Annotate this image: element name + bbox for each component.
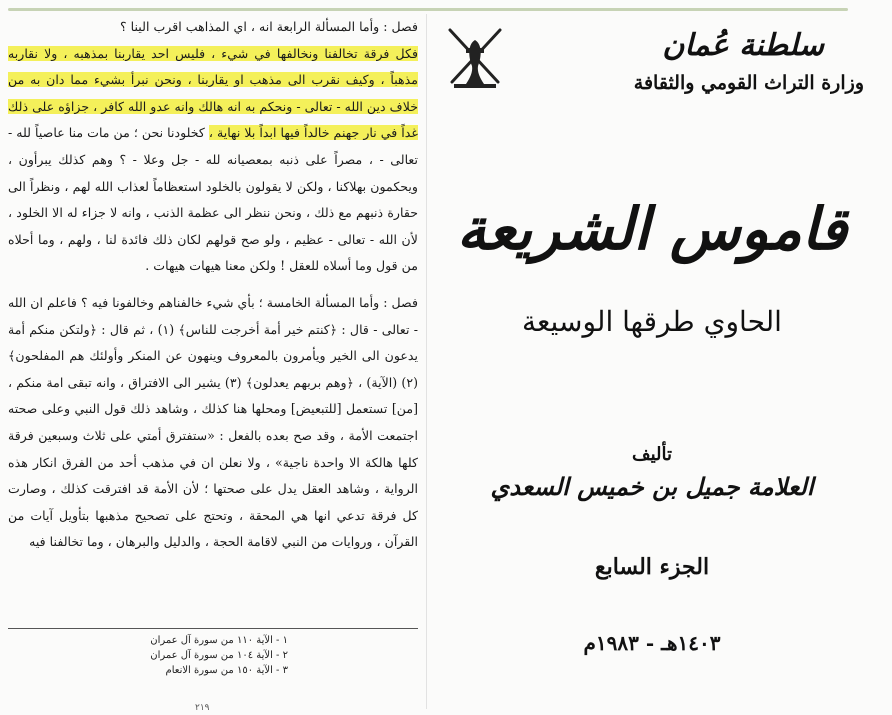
sultanate-name: سلطنة عُمان	[662, 28, 824, 63]
book-title: قاموس الشريعة	[456, 195, 848, 263]
page-fold	[426, 14, 427, 709]
highlighted-passage: فكل فرقة تخالفنا ونخالفها في شيء ، فليس احد يقاربنا بمذهبه ، ولا نقاربه مذهباً ، وكيف نقرب الى مذهب او يقاربنا ، ونحن نبرأ بشيء مما دان به من خلاف دين الله - تعالى - ونحكم به انه هالك وانه عدو الله كافر ، جزاؤه على ذلك غداً في نار جهنم خالداً فيها ابداً بلا نهاية ،	[8, 45, 418, 141]
footnotes	[8, 628, 418, 678]
author-label: تأليف	[631, 444, 673, 465]
paragraph-continuation: كخلودنا نحن ؛ من مات منا عاصياً لله - تعالى - ، مصراً على ذنبه بمعصيانه لله - جل وعلا - ؟ وهم كذلك يبرأون ، ويحكمون بهلاكنا ، ولكن لا يقولون بالخلود استعظاماً لعذاب الله لهم ، ونظراً الى حقارة ذنبهم مع ذلك ، ونحن ننظر الى عظمة الذنب ، وانه لا جزاء له الا الخلود ، لأن الله - تعالى - عظيم ، ولو صح قولهم لكان ذلك فائدة لنا ، ولهم ، وما أحلاه من قول وما أسلاه للعقل ! ولكن معنا هيهات هيهات .	[8, 125, 418, 274]
paragraph-4th-question-heading: فصل : وأما المسألة الرابعة انه ، اي المذاهب اقرب الينا ؟	[119, 19, 418, 34]
footnote-1: ١ - الآية ١١٠ من سورة آل عمران	[150, 635, 288, 646]
volume-label: الجزء السابع	[594, 554, 710, 580]
page-number: ٢١٩	[195, 703, 210, 713]
footnote-3: ٣ - الآية ١٥٠ من سورة الانعام	[165, 665, 288, 676]
ministry-name: وزارة التراث القومي والثقافة	[633, 72, 864, 94]
title-page	[432, 14, 872, 714]
paragraph-5th-question: فصل : وأما المسألة الخامسة ؛ بأي شيء خالفناهم وخالفونا فيه ؟ فاعلم ان الله - تعالى - قال : ﴿كنتم خير أمة أخرجت للناس﴾ (١) ، ثم قال : ﴿ولتكن منكم أمة يدعون الى الخير ويأمرون بالمعروف وينهون عن المنكر وأولئك هم المفلحون﴾ (٢) (الآية) ، ﴿وهم بربهم يعدلون﴾ (٣) يشير الى الافتراق ، وانه تبقى امة منكم ، [من] تستعمل [للتبعيض] ومحلها هنا كذلك ، وشاهد ذلك قول النبي وعلى صحته اجتمعت الأمة ، وقد صح بعده بالفعل : «ستفترق أمتي على ثلاث وسبعين فرقة كلها هالكة الا واحدة ناجية» ، ولا نعلن ان في مذهب أحد من الفرق انكار هذه الرواية ، وشاهد العقل يدل على صحتها ؛ لأن الأمة قد افترقت كذلك ، وصارت كل فرقة تدعي انها هي المحقة ، وتحتج على تصحيح مذهبها بتأويل آيات من القرآن ، وروايات من النبي لاقامة الحجة ، والدليل والبرهان ، وما تخالفنا فيه	[8, 294, 418, 550]
footnote-2: ٢ - الآية ١٠٤ من سورة آل عمران	[150, 650, 288, 661]
left-page	[8, 14, 418, 714]
paragraph-highlighted-text	[8, 41, 418, 280]
book-subtitle: الحاوي طرقها الوسيعة	[522, 305, 782, 338]
publication-date: ١٤٠٣هـ - ١٩٨٣م	[583, 631, 721, 655]
author-name: العلامة جميل بن خميس السعدي	[490, 472, 814, 501]
top-accent-line	[8, 8, 848, 11]
oman-emblem-icon	[440, 22, 510, 94]
